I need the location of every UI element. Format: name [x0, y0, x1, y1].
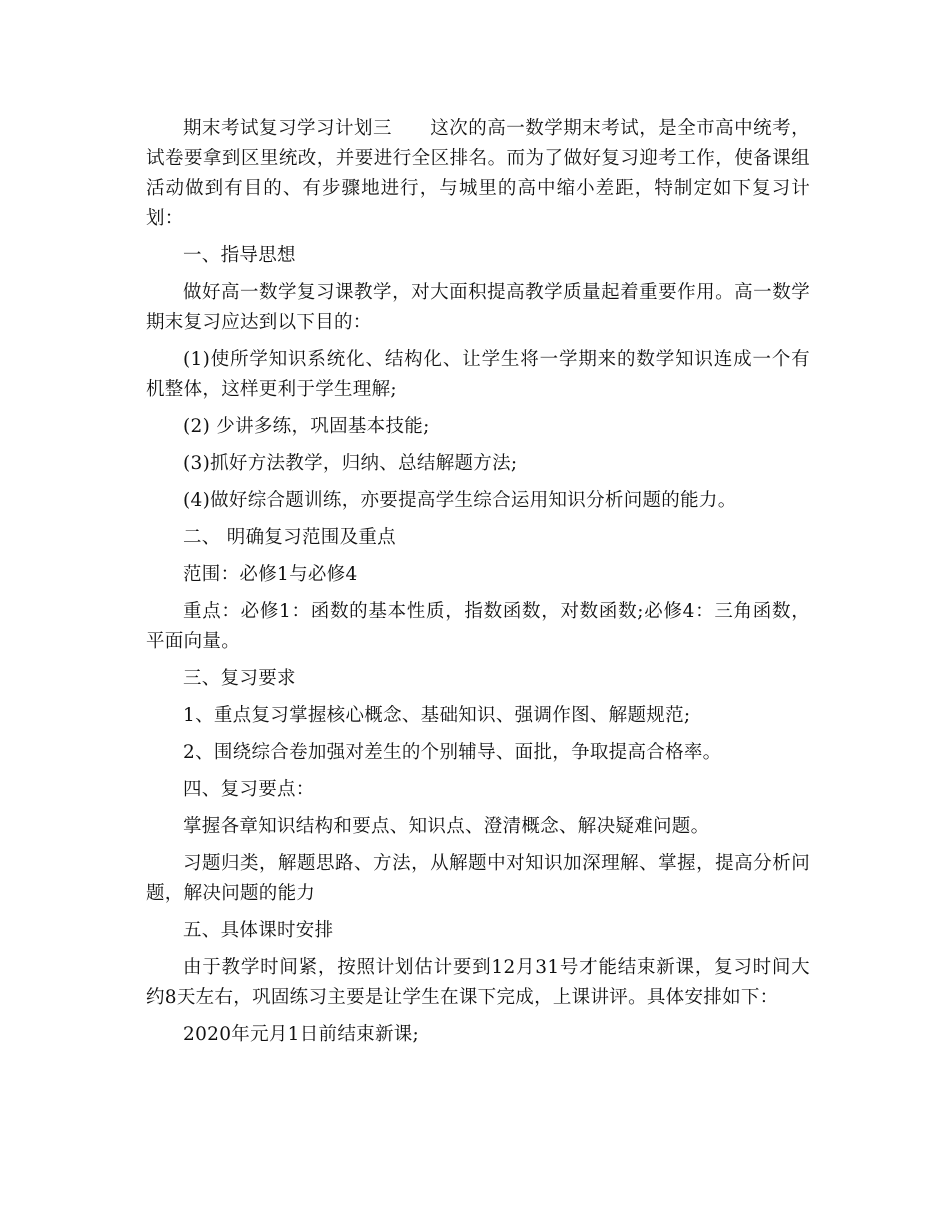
intro-title: 期末考试复习学习计划三 [183, 118, 392, 139]
section-heading-schedule: 五、具体课时安排 [183, 920, 334, 941]
list-item-goal-1: (1)使所学知识系统化、结构化、让学生将一学期来的数学知识连成一个有机整体，这样更利于学生理解; [146, 349, 810, 400]
list-item-requirement-1: 1、重点复习掌握核心概念、基础知识、强调作图、解题规范; [183, 705, 691, 726]
list-item-goal-2: (2) 少讲多练，巩固基本技能; [183, 416, 430, 437]
paragraph-scope: 范围：必修1与必修4 [183, 564, 358, 585]
list-item-goal-3: (3)抓好方法教学，归纳、总结解题方法; [183, 453, 518, 474]
section-heading-review-points: 四、复习要点： [183, 779, 315, 800]
section-heading-requirements: 三、复习要求 [183, 668, 296, 689]
paragraph-schedule: 由于教学时间紧，按照计划估计要到12月31号才能结束新课，复习时间大约8天左右，巩固练习主要是让学生在课下完成，上课讲评。具体安排如下： [146, 957, 810, 1008]
list-item-requirement-2: 2、围绕综合卷加强对差生的个别辅导、面批，争取提高合格率。 [183, 742, 722, 763]
paragraph-schedule-item-1: 2020年元月1日前结束新课; [183, 1024, 420, 1045]
section-heading-guiding-thought: 一、指导思想 [183, 245, 296, 266]
intro-body: 这次的高一数学期末考试，是全市高中统考，试卷要拿到区里统改，并要进行全区排名。而为了做好复习迎考工作，使备课组活动做到有目的、有步骤地进行，与城里的高中缩小差距，特制定如下复习计划： [146, 118, 810, 229]
document-body [146, 114, 810, 1057]
section-heading-scope: 二、 明确复习范围及重点 [183, 527, 396, 548]
paragraph-goal-intro: 做好高一数学复习课教学，对大面积提高教学质量起着重要作用。高一数学期末复习应达到以下目的： [146, 282, 810, 333]
list-item-goal-4: (4)做好综合题训练，亦要提高学生综合运用知识分析问题的能力。 [183, 490, 737, 511]
intro-paragraph [146, 114, 810, 234]
paragraph-review-point-1: 掌握各章知识结构和要点、知识点、澄清概念、解决疑难问题。 [183, 816, 710, 837]
paragraph-review-point-2: 习题归类，解题思路、方法，从解题中对知识加深理解、掌握，提高分析问题，解决问题的能力 [146, 853, 810, 904]
paragraph-key-points: 重点：必修1：函数的基本性质，指数函数，对数函数;必修4：三角函数，平面向量。 [146, 601, 810, 652]
